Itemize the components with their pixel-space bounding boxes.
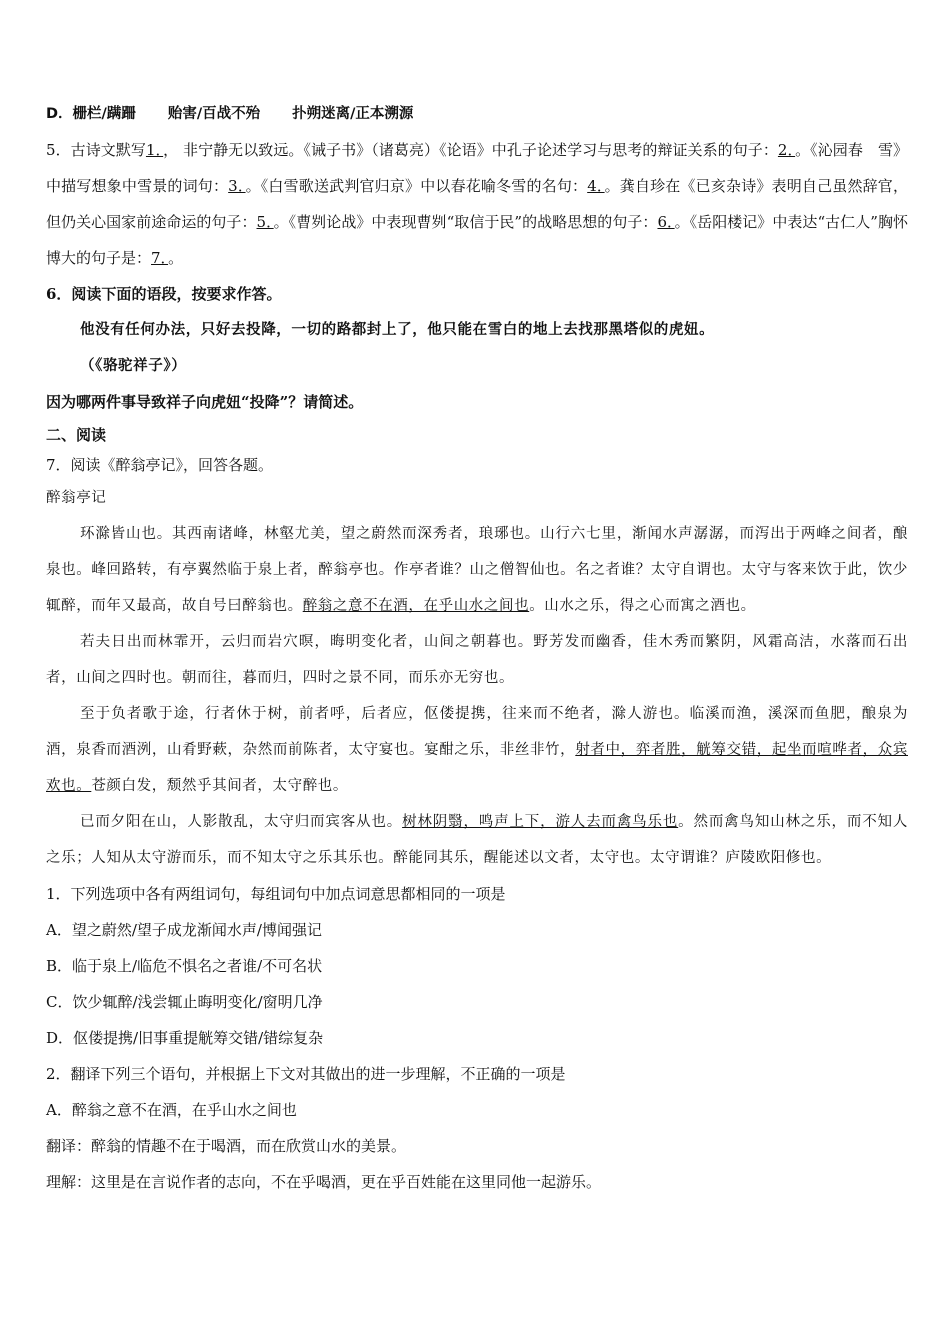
q5-text-4: 。《白雪歌送武判官归京》中以春花喻冬雪的名句： bbox=[245, 177, 588, 195]
passage-p4-text-a: 已而夕阳在山，人影散乱，太守归而宾客从也。 bbox=[80, 814, 403, 830]
sub1-option-c: C．饮少辄醉/浅尝辄止晦明变化/窗明几净 bbox=[46, 993, 323, 1011]
sub1-option-b: B．临于泉上/临危不惧名之者谁/不可名状 bbox=[46, 957, 323, 975]
sub2-translation: 翻译：醉翁的情趣不在于喝酒，而在欣赏山水的美景。 bbox=[46, 1137, 407, 1155]
section-heading: 二、阅读 bbox=[46, 426, 107, 444]
passage-p4-text-b: 。然而禽鸟知山林之乐，而不知人之乐；人知从太守游而乐，而不知太守之乐其乐也。醉能同其乐，醒能述以文者，太守也。太守谓谁？庐陵欧阳修也。 bbox=[46, 814, 908, 866]
q5-text-5: 。龚自珍在《已亥杂诗》表明自己虽然辞官，但仍关心国家前途命运的句子： bbox=[46, 177, 908, 231]
q4-option-d-b: 贻害/百战不殆 bbox=[167, 106, 261, 122]
sub1-stem: 1．下列选项中各有两组词句，每组词句中加点词意思都相同的一项是 bbox=[46, 885, 506, 903]
sub2-stem: 2．翻译下列三个语句，并根据上下文对其做出的进一步理解，不正确的一项是 bbox=[46, 1065, 566, 1083]
q5-blank-7: 7． bbox=[151, 249, 169, 267]
q5-text-2: ， 非宁静无以致远。《诫子书》（诸葛亮）《论语》中孔子论述学习与思考的辩证关系的句子： bbox=[163, 141, 778, 159]
passage-title: 醉翁亭记 bbox=[46, 490, 107, 506]
q6-quote: 他没有任何办法，只好去投降，一切的路都封上了，他只能在雪白的地上去找那黑塔似的虎妞。 bbox=[80, 322, 715, 338]
sub2-understanding: 理解：这里是在言说作者的志向，不在乎喝酒，更在乎百姓能在这里同他一起游乐。 bbox=[46, 1173, 602, 1191]
q6-question: 因为哪两件事导致祥子向虎妞“投降”？请简述。 bbox=[46, 393, 364, 411]
q6-source: （《骆驼祥子》） bbox=[80, 358, 187, 374]
passage-p3-text-b: 苍颜白发，颓然乎其间者，太守醉也。 bbox=[91, 778, 349, 794]
q5-text-8: 。 bbox=[168, 249, 184, 267]
q5-text-7: 。《岳阳楼记》中表达“古仁人”胸怀博大的句子是： bbox=[46, 213, 909, 267]
sub2-option-a: A．醉翁之意不在酒，在乎山水之间也 bbox=[46, 1101, 297, 1119]
q5-blank-6: 6． bbox=[657, 213, 675, 231]
q5-blank-1: 1． bbox=[145, 141, 164, 159]
q5-text-6: 。《曹刿论战》中表现曹刿“取信于民”的战略思想的句子： bbox=[273, 213, 658, 231]
q4-option-d-a: 栅栏/蹒跚 bbox=[72, 106, 136, 122]
passage-p3-text-a: 至于负者歌于途，行者休于树，前者呼，后者应，伛偻提携，往来而不绝者，滁人游也。临溪而渔，溪深而鱼肥，酿泉为酒，泉香而酒洌，山肴野蔌，杂然而前陈者，太守宴也。宴酣之乐，非丝非竹， bbox=[46, 706, 908, 758]
sub1-option-a: A．望之蔚然/望子成龙渐闻水声/博闻强记 bbox=[46, 921, 322, 939]
q5-blank-5: 5． bbox=[256, 213, 274, 231]
passage-paragraph-2: 若夫日出而林霏开，云归而岩穴暝，晦明变化者，山间之朝暮也。野芳发而幽香，佳木秀而繁阴，风霜高洁，水落而石出者，山间之四时也。朝而往，暮而归，四时之景不同，而乐亦无穷也。 bbox=[46, 634, 908, 686]
passage-p1-text-b: 。山水之乐，得之心而寓之酒也。 bbox=[529, 598, 756, 614]
q6-heading: 6．阅读下面的语段，按要求作答。 bbox=[46, 285, 282, 303]
passage-p1-text-a: 环滁皆山也。其西南诸峰，林壑尤美，望之蔚然而深秀者，琅琊也。山行六七里，渐闻水声潺潺，而泻出于两峰之间者，酿泉也。峰回路转，有亭翼然临于泉上者，醉翁亭也。作亭者谁？山之僧智仙也。名之者谁？太守自谓也。太守与客来饮于此，饮少辄醉，而年又最高，故自号曰醉翁也。 bbox=[46, 526, 908, 614]
q4-option-d bbox=[46, 96, 908, 132]
q5-poetry-dictation bbox=[46, 132, 908, 276]
q7-heading: 7．阅读《醉翁亭记》，回答各题。 bbox=[46, 456, 274, 474]
passage-p1-underlined: 醉翁之意不在酒，在乎山水之间也 bbox=[302, 598, 530, 614]
q5-text-1: 5．古诗文默写 bbox=[46, 141, 146, 159]
q5-blank-3: 3． bbox=[228, 177, 246, 195]
q5-text-3: 。《沁园春 雪》中描写想象中雪景的词句： bbox=[46, 141, 909, 195]
passage-p3-underlined: 射者中，弈者胜，觥筹交错，起坐而喧哗者，众宾欢也。 bbox=[46, 742, 908, 794]
passage-paragraph-1 bbox=[46, 516, 908, 624]
passage-paragraph-3 bbox=[46, 696, 908, 804]
q5-blank-2: 2． bbox=[777, 141, 796, 159]
passage-paragraph-4 bbox=[46, 804, 908, 876]
exam-page bbox=[46, 96, 908, 1200]
q4-option-d-label: D． bbox=[46, 106, 73, 122]
passage-p4-underlined: 树林阴翳，鸣声上下，游人去而禽鸟乐也 bbox=[402, 814, 679, 830]
q5-blank-4: 4． bbox=[587, 177, 605, 195]
q4-option-d-c: 扑朔迷离/正本溯源 bbox=[292, 106, 414, 122]
sub1-option-d: D．伛偻提携/旧事重提觥筹交错/错综复杂 bbox=[46, 1029, 324, 1047]
